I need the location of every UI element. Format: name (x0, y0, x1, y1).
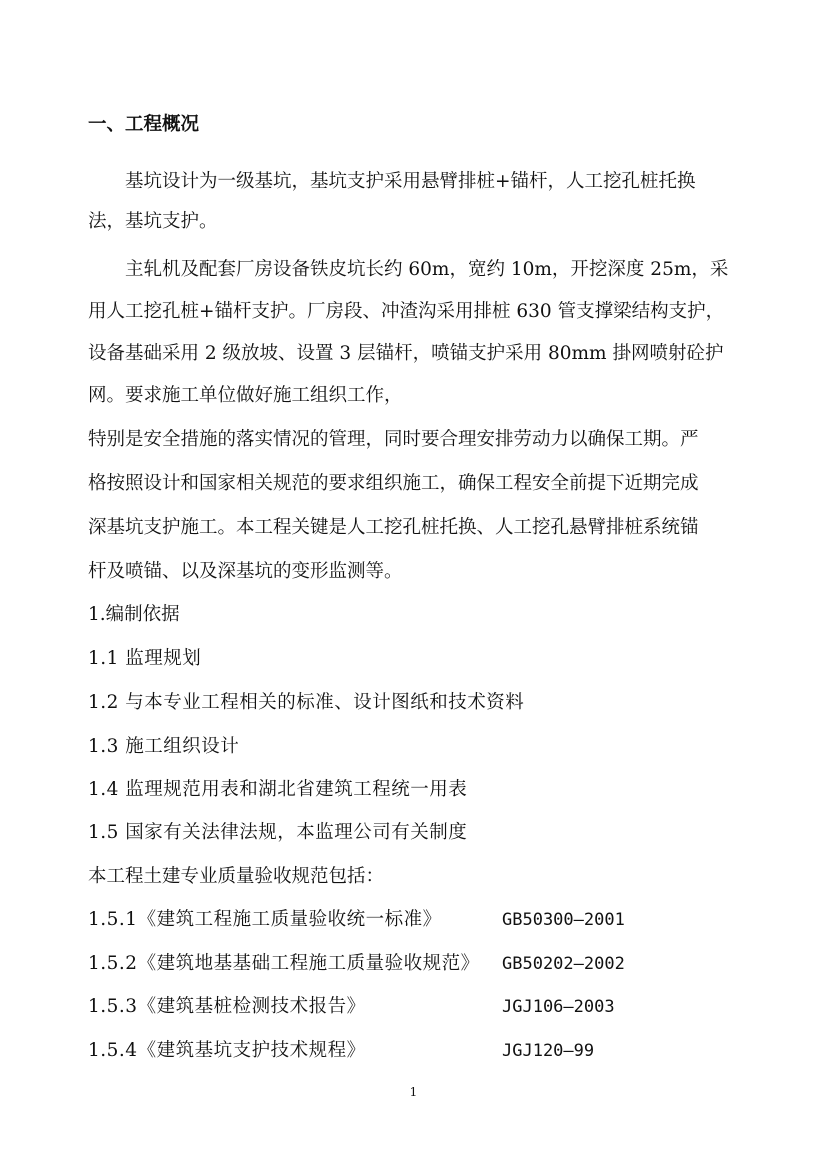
basis-item: 1.3 施工组织设计 (88, 736, 240, 757)
paragraph-line: 基坑设计为一级基坑，基坑支护采用悬臂排桩+锚杆，人工挖孔桩托换 (125, 171, 696, 192)
paragraph-line: 法，基坑支护。 (88, 211, 218, 232)
basis-item: 1.1 监理规划 (88, 648, 202, 669)
page-number: 1 (409, 1085, 418, 1099)
reference-title: 1.5.2《建筑地基基础工程施工质量验收规范》 (88, 953, 480, 974)
basis-item: 1.4 监理规范用表和湖北省建筑工程统一用表 (88, 779, 468, 800)
paragraph-line: 杆及喷锚、以及深基坑的变形监测等。 (88, 561, 403, 582)
basis-title: 1.编制依据 (88, 604, 180, 625)
reference-code: GB50202—2002 (502, 954, 625, 974)
paragraph-line: 特别是安全措施的落实情况的管理，同时要合理安排劳动力以确保工期。严 (88, 429, 699, 450)
reference-title: 1.5.1《建筑工程施工质量验收统一标准》 (88, 909, 442, 930)
section-title: 一、工程概况 (88, 114, 200, 135)
paragraph-line: 深基坑支护施工。本工程关键是人工挖孔桩托换、人工挖孔悬臂排桩系统锚 (88, 517, 699, 538)
paragraph-line: 设备基础采用 2 级放坡、设置 3 层锚杆，喷锚支护采用 80mm 掛网喷射砼护 (88, 343, 724, 364)
reference-code: GB50300—2001 (502, 910, 625, 930)
basis-item: 1.2 与本专业工程相关的标准、设计图纸和技术资料 (88, 692, 525, 713)
reference-code: JGJ120—99 (502, 1041, 595, 1061)
reference-code: JGJ106—2003 (502, 997, 615, 1017)
paragraph-line: 格按照设计和国家相关规范的要求组织施工，确保工程安全前提下近期完成 (88, 473, 699, 494)
paragraph-line: 网。要求施工单位做好施工组织工作， (88, 385, 403, 406)
reference-title: 1.5.4《建筑基坑支护技术规程》 (88, 1040, 366, 1061)
basis-item: 1.5 国家有关法律法规，本监理公司有关制度 (88, 822, 468, 843)
reference-title: 1.5.3《建筑基桩检测技术报告》 (88, 996, 366, 1017)
paragraph-line: 用人工挖孔桩+锚杆支护。厂房段、冲渣沟采用排桩 630 管支撑梁结构支护， (88, 301, 725, 322)
basis-intro: 本工程土建专业质量验收规范包括： (88, 866, 385, 887)
paragraph-line: 主轧机及配套厂房设备铁皮坑长约 60m，宽约 10m，开挖深度 25m，采 (125, 259, 729, 280)
